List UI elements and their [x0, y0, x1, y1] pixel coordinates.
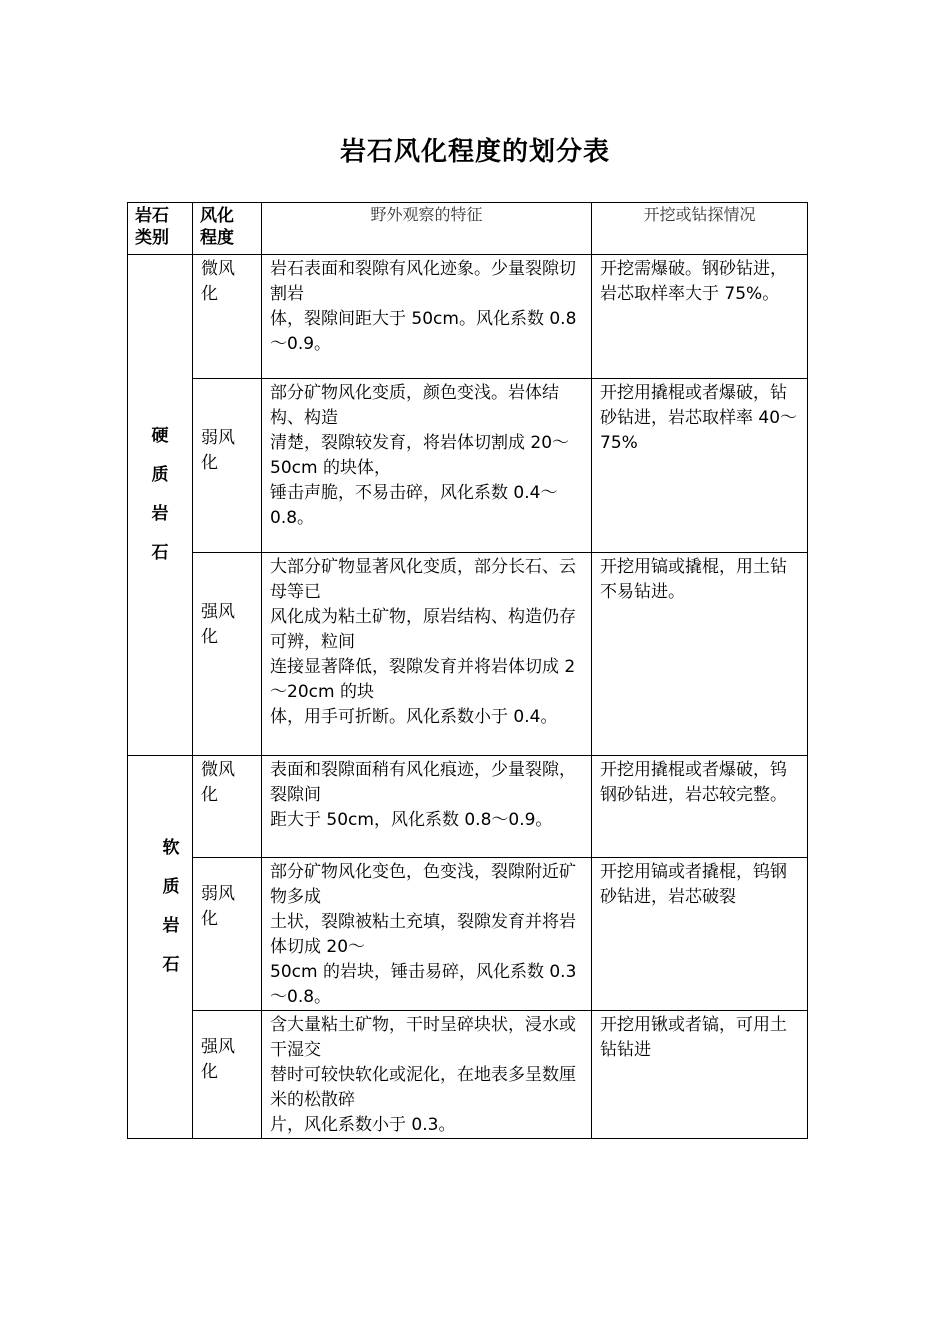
weathering-classification-table — [127, 202, 808, 1139]
excavation-cell: 开挖用撬棍或者爆破，钨 钢砂钻进，岩芯较完整。 — [592, 756, 808, 858]
header-weathering-degree: 风化程度 — [193, 203, 262, 255]
table-row — [128, 379, 808, 553]
page-title: 岩石风化程度的划分表 — [339, 137, 610, 167]
degree-cell: 微风化 — [193, 756, 262, 858]
features-cell: 部分矿物风化变质，颜色变浅。岩体结构、构造 清楚，裂隙较发育，将岩体切割成 20～50cm 的块体， 锤击声脆，不易击碎，风化系数 0.4～0.8。 — [262, 379, 592, 553]
category-soft-rock — [128, 756, 193, 1139]
table-row — [128, 756, 808, 858]
features-cell: 表面和裂隙面稍有风化痕迹，少量裂隙，裂隙间 距大于 50cm，风化系数 0.8～0.9。 — [262, 756, 592, 858]
degree-cell: 强风化 — [193, 1011, 262, 1139]
header-row — [128, 203, 808, 255]
table-row — [128, 553, 808, 756]
table-row — [128, 1011, 808, 1139]
table-row — [128, 255, 808, 379]
excavation-cell: 开挖用镐或者撬棍，钨钢 砂钻进，岩芯破裂 — [592, 858, 808, 1011]
excavation-cell: 开挖用镐或撬棍，用土钻 不易钻进。 — [592, 553, 808, 756]
features-cell: 含大量粘土矿物，干时呈碎块状，浸水或干湿交 替时可较快软化或泥化，在地表多呈数厘米的松散碎 片，风化系数小于 0.3。 — [262, 1011, 592, 1139]
features-cell: 部分矿物风化变色，色变浅，裂隙附近矿物多成 土状，裂隙被粘土充填，裂隙发育并将岩体切成 20～ 50cm 的岩块，锤击易碎，风化系数 0.3～0.8。 — [262, 858, 592, 1011]
header-excavation: 开挖或钻探情况 — [592, 203, 808, 255]
table-row — [128, 858, 808, 1011]
degree-cell: 弱风化 — [193, 858, 262, 1011]
features-cell: 大部分矿物显著风化变质，部分长石、云母等已 风化成为粘土矿物，原岩结构、构造仍存可辨，粒间 连接显著降低，裂隙发育并将岩体切成 2～20cm 的块 体，用手可折断。风化系数小于 0.4。 — [262, 553, 592, 756]
degree-cell: 弱风化 — [193, 379, 262, 553]
degree-cell: 微风化 — [193, 255, 262, 379]
header-rock-type: 岩石类别 — [128, 203, 193, 255]
degree-cell: 强风化 — [193, 553, 262, 756]
header-field-features: 野外观察的特征 — [262, 203, 592, 255]
excavation-cell: 开挖需爆破。钢砂钻进， 岩芯取样率大于 75%。 — [592, 255, 808, 379]
features-cell: 岩石表面和裂隙有风化迹象。少量裂隙切割岩 体，裂隙间距大于 50cm。风化系数 0.8～0.9。 — [262, 255, 592, 379]
excavation-cell: 开挖用锹或者镐，可用土 钻钻进 — [592, 1011, 808, 1139]
category-hard-rock — [128, 255, 193, 756]
category-label: 硬质岩石 — [151, 426, 169, 563]
category-label: 软质岩石 — [162, 838, 180, 975]
excavation-cell: 开挖用撬棍或者爆破，钻 砂钻进，岩芯取样率 40～75% — [592, 379, 808, 553]
